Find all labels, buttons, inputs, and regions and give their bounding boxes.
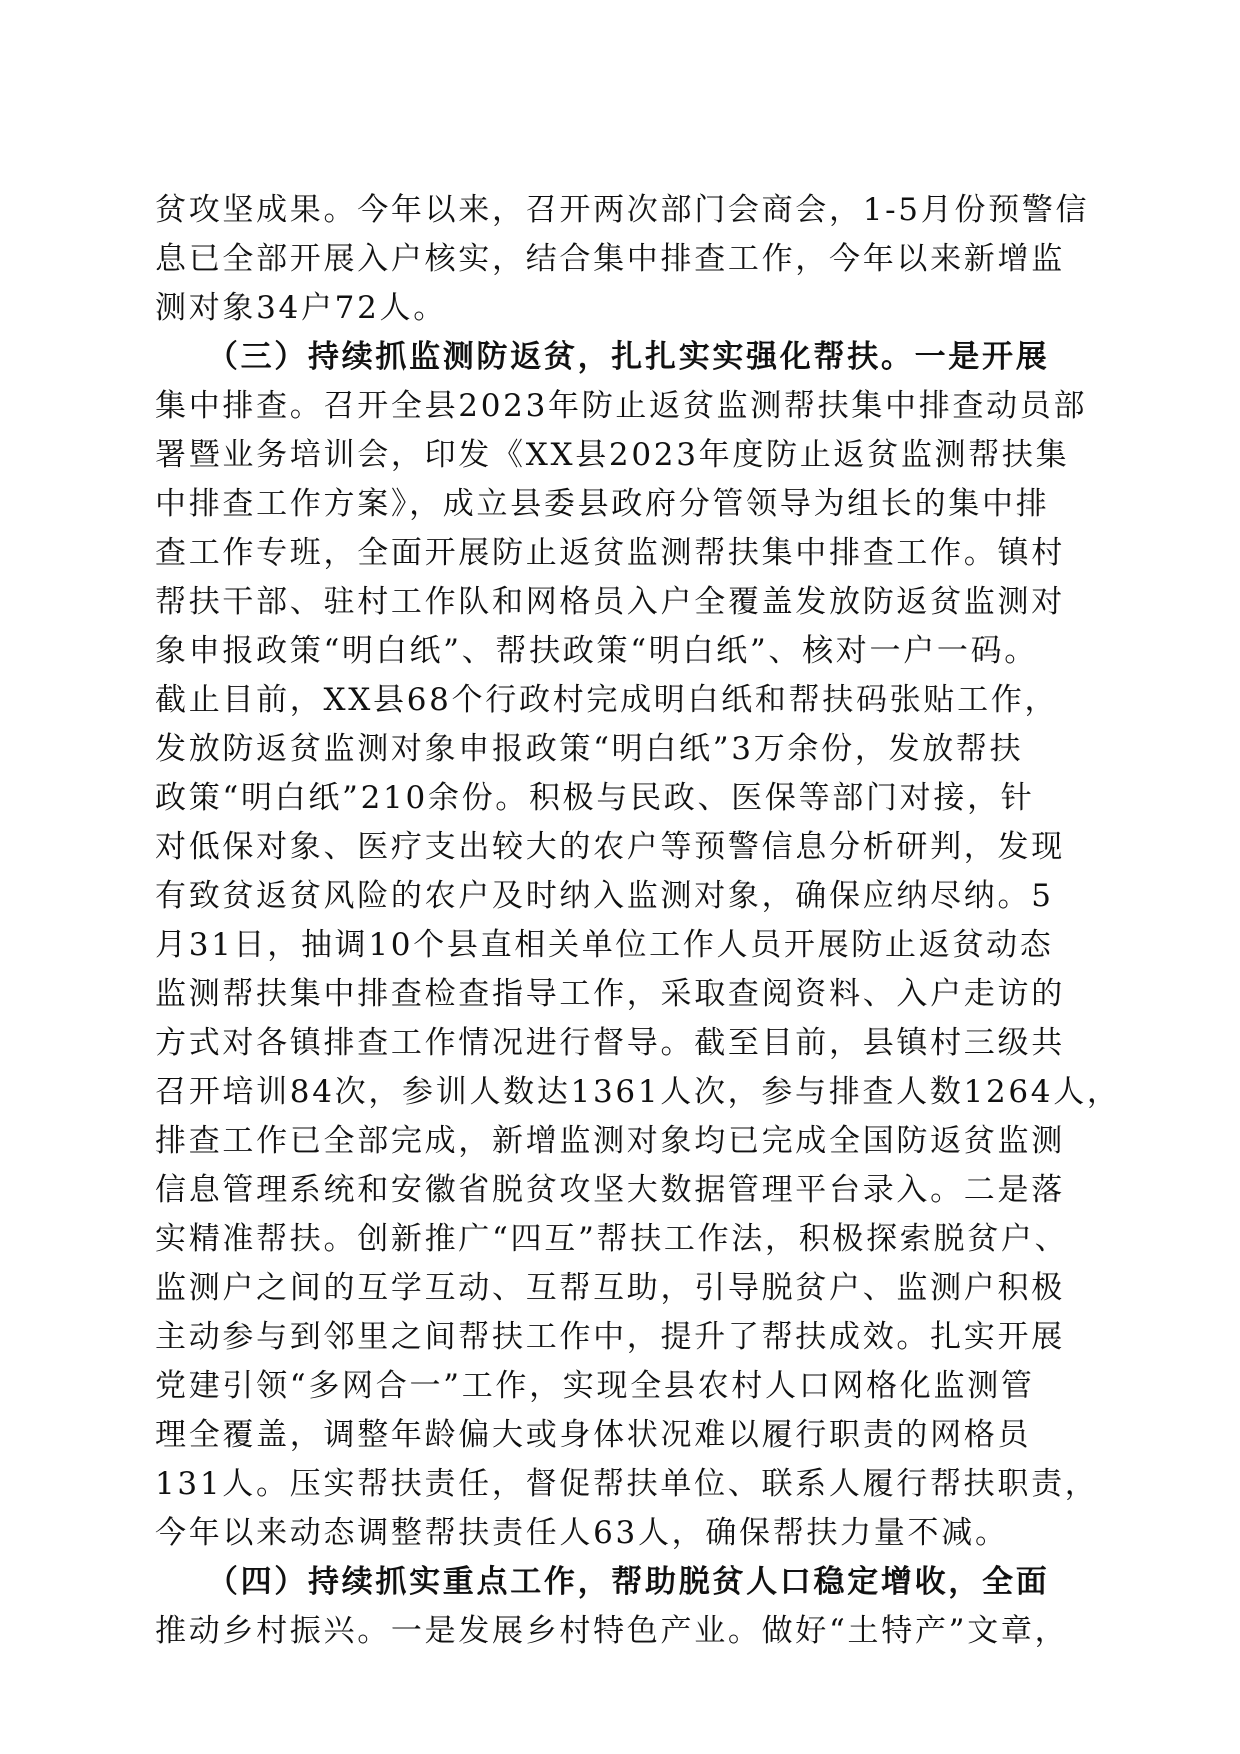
text-line: 有致贫返贫风险的农户及时纳入监测对象，确保应纳尽纳。5: [155, 878, 1054, 914]
text-line: 今年以来动态调整帮扶责任人63人，确保帮扶力量不减。: [155, 1515, 1009, 1551]
text-line: 集中排查。召开全县2023年防止返贫监测帮扶集中排查动员部: [155, 388, 1088, 424]
text-line: 主动参与到邻里之间帮扶工作中，提升了帮扶成效。扎实开展: [155, 1319, 1065, 1355]
text-line: 署暨业务培训会，印发《XX县2023年度防止返贫监测帮扶集: [155, 437, 1070, 473]
text-line: 发放防返贫监测对象申报政策“明白纸”3万余份，发放帮扶: [155, 731, 1024, 767]
text-line: 帮扶干部、驻村工作队和网格员入户全覆盖发放防返贫监测对: [155, 584, 1065, 620]
text-line: 召开培训84次，参训人数达1361人次，参与排查人数1264人，: [155, 1074, 1121, 1110]
text-line: 监测户之间的互学互动、互帮互助，引导脱贫户、监测户积极: [155, 1270, 1065, 1306]
text-line: 息已全部开展入户核实，结合集中排查工作，今年以来新增监: [155, 241, 1065, 277]
text-line: 查工作专班，全面开展防止返贫监测帮扶集中排查工作。镇村: [155, 535, 1065, 571]
text-line: 政策“明白纸”210余份。积极与民政、医保等部门对接，针: [155, 780, 1035, 816]
text-line: 对低保对象、医疗支出较大的农户等预警信息分析研判，发现: [155, 829, 1065, 865]
text-line: 理全覆盖，调整年龄偏大或身体状况难以履行职责的网格员: [155, 1417, 1032, 1453]
section-heading-line: （四）持续抓实重点工作，帮助脱贫人口稳定增收，全面: [155, 1564, 1050, 1600]
text-line: 排查工作已全部完成，新增监测对象均已完成全国防返贫监测: [155, 1123, 1065, 1159]
text-line: 中排查工作方案》，成立县委县政府分管领导为组长的集中排: [155, 486, 1050, 522]
text-line: 推动乡村振兴。一是发展乡村特色产业。做好“土特产”文章，: [155, 1613, 1069, 1649]
text-line: 截止目前，XX县68个行政村完成明白纸和帮扶码张贴工作，: [155, 682, 1059, 718]
text-line: 测对象34户72人。: [155, 290, 447, 326]
text-line: 贫攻坚成果。今年以来，召开两次部门会商会，1-5月份预警信: [155, 192, 1090, 228]
text-line: 象申报政策“明白纸”、帮扶政策“明白纸”、核对一户一码。: [155, 633, 1038, 669]
text-line: 信息管理系统和安徽省脱贫攻坚大数据管理平台录入。二是落: [155, 1172, 1065, 1208]
text-line: 方式对各镇排查工作情况进行督导。截至目前，县镇村三级共: [155, 1025, 1065, 1061]
section-heading-line: （三）持续抓监测防返贫，扎扎实实强化帮扶。一是开展: [155, 339, 1050, 375]
body-text: [155, 186, 1121, 1656]
text-line: 月31日，抽调10个县直相关单位工作人员开展防止返贫动态: [155, 927, 1054, 963]
text-line: 实精准帮扶。创新推广“四互”帮扶工作法，积极探索脱贫户、: [155, 1221, 1069, 1257]
text-line: 党建引领“多网合一”工作，实现全县农村人口网格化监测管: [155, 1368, 1035, 1404]
text-line: 131人。压实帮扶责任，督促帮扶单位、联系人履行帮扶职责，: [155, 1466, 1099, 1502]
text-line: 监测帮扶集中排查检查指导工作，采取查阅资料、入户走访的: [155, 976, 1065, 1012]
